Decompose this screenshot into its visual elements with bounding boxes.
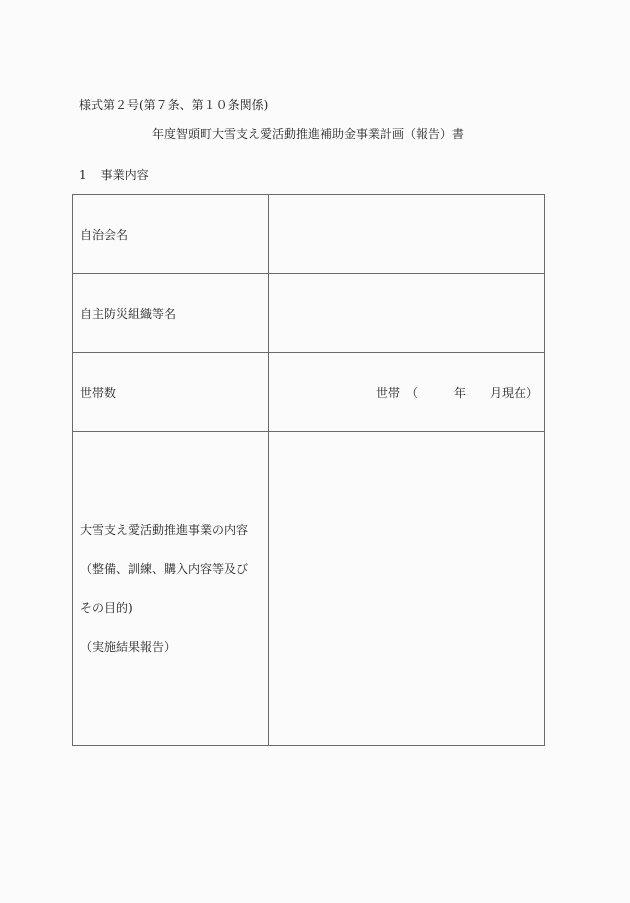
label-household-count: 世帯数 [73, 353, 269, 432]
table-row [73, 353, 545, 432]
field-disaster-org[interactable] [269, 274, 545, 353]
business-content-table [72, 194, 545, 746]
form-number: 様式第２号(第７条、第１０条関係) [79, 98, 269, 112]
section-title: 事業内容 [100, 168, 149, 182]
label-line: （実施結果報告） [80, 640, 177, 654]
table-row [73, 195, 545, 274]
label-disaster-org: 自主防災組織等名 [73, 274, 269, 353]
table-row [73, 274, 545, 353]
section-heading [79, 166, 149, 183]
field-neighborhood-association[interactable] [269, 195, 545, 274]
label-line: 大雪支え愛活動推進事業の内容 [80, 523, 249, 537]
label-line: その目的) [80, 601, 133, 615]
label-neighborhood-association: 自治会名 [73, 195, 269, 274]
document-title: 年度智頭町大雪支え愛活動推進補助金事業計画（報告）書 [152, 127, 465, 141]
section-number: 1 [79, 168, 87, 182]
label-project-content [73, 432, 269, 746]
table-row [73, 432, 545, 746]
field-household-count[interactable]: 世帯 （ 年 月現在） [269, 353, 545, 432]
label-line: （整備、訓練、購入内容等及び [80, 562, 249, 576]
field-project-content[interactable] [269, 432, 545, 746]
